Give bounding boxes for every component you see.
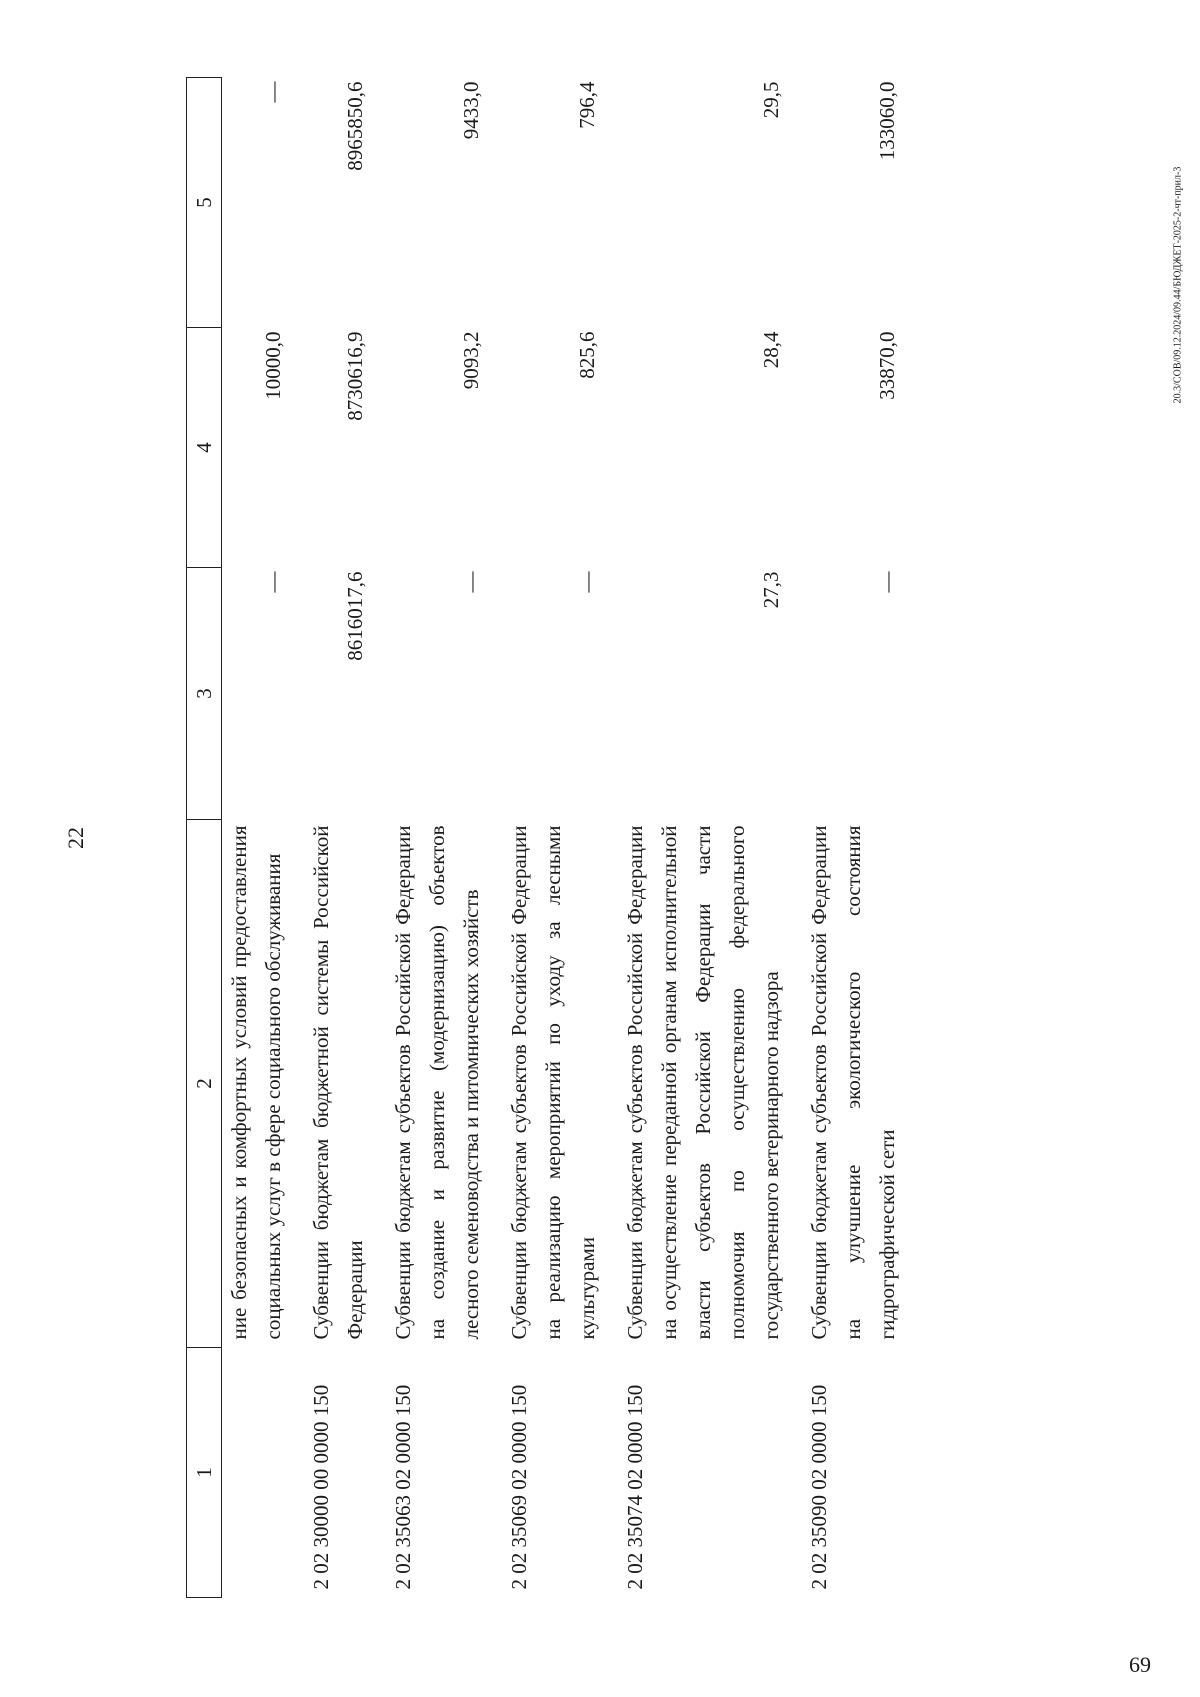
row-name: ние безопасных и комфортных условий предоставления социальных услуг в сфере социального обслуживания <box>227 825 285 1340</box>
header-col-2: 2 <box>187 820 222 1348</box>
table-row <box>290 78 372 1598</box>
row-name: Субвенции бюджетам субъектов Российской Федерации на улучшение экологического состояния гидрографической сети <box>807 825 899 1340</box>
row-value-col4: 825,6 <box>575 331 599 379</box>
row-code: 2 02 35063 02 0000 150 <box>391 1384 415 1590</box>
row-value-col5: 9433,0 <box>459 81 483 140</box>
row-value-col4: 33870,0 <box>875 331 899 400</box>
row-value-col5: 796,4 <box>575 81 599 129</box>
row-name: Субвенции бюджетам субъектов Российской Федерации на реализацию мероприятий по уходу за лесными культурами <box>507 825 599 1340</box>
row-code: 2 02 35069 02 0000 150 <box>507 1384 531 1590</box>
sheet-number: 69 <box>1129 1652 1151 1677</box>
row-value-col5: — <box>261 81 285 103</box>
row-value-col3: 8616017,6 <box>343 571 367 661</box>
row-value-col3: 27,3 <box>759 571 783 609</box>
page-number: 22 <box>63 827 88 849</box>
row-value-col3: — <box>575 571 599 593</box>
row-name: Субвенции бюджетам бюджетной системы Российской Федерации <box>309 825 367 1340</box>
row-value-col5: 133060,0 <box>875 81 899 161</box>
header-col-3: 3 <box>187 568 222 820</box>
table-row <box>788 78 904 1598</box>
row-value-col4: 10000,0 <box>261 331 285 400</box>
row-code: 2 02 30000 00 0000 150 <box>309 1384 333 1590</box>
table-row <box>604 78 788 1598</box>
row-name: Субвенции бюджетам субъектов Российской Федерации на создание и развитие (модернизацию) объектов лесного семеноводства и питомнических хозяйств <box>391 825 483 1340</box>
row-value-col4: 28,4 <box>759 331 783 369</box>
rotated-table-block <box>186 78 1091 1598</box>
row-value-col3: — <box>459 571 483 593</box>
row-value-col3: — <box>875 571 899 593</box>
row-value-col4: 9093,2 <box>459 331 483 390</box>
table-row <box>222 78 291 1598</box>
header-col-1: 1 <box>187 1348 222 1598</box>
row-value-col5: 8965850,6 <box>343 81 367 171</box>
row-value-col4: 8730616,9 <box>343 331 367 421</box>
header-col-4: 4 <box>187 328 222 568</box>
row-value-col5: 29,5 <box>759 81 783 119</box>
budget-table <box>186 77 904 1598</box>
row-code <box>222 1348 291 1598</box>
table-row <box>488 78 604 1598</box>
document-footer: 20.3/СОВ/09.12.2024/09.44/БЮДЖЕТ-2025-2-чт-прил-3 <box>1172 166 1184 404</box>
table-row <box>372 78 488 1598</box>
header-col-5: 5 <box>187 78 222 328</box>
row-value-col3: — <box>261 571 285 593</box>
table-header-row <box>187 78 222 1598</box>
row-code: 2 02 35074 02 0000 150 <box>623 1384 647 1590</box>
row-name: Субвенции бюджетам субъектов Российской Федерации на осуществление переданной органам исполнительной власти субъектов Российской Федерации части полномочия по осуществлению федерального государственного ветеринарного надзора <box>623 825 783 1340</box>
row-code: 2 02 35090 02 0000 150 <box>807 1384 831 1590</box>
